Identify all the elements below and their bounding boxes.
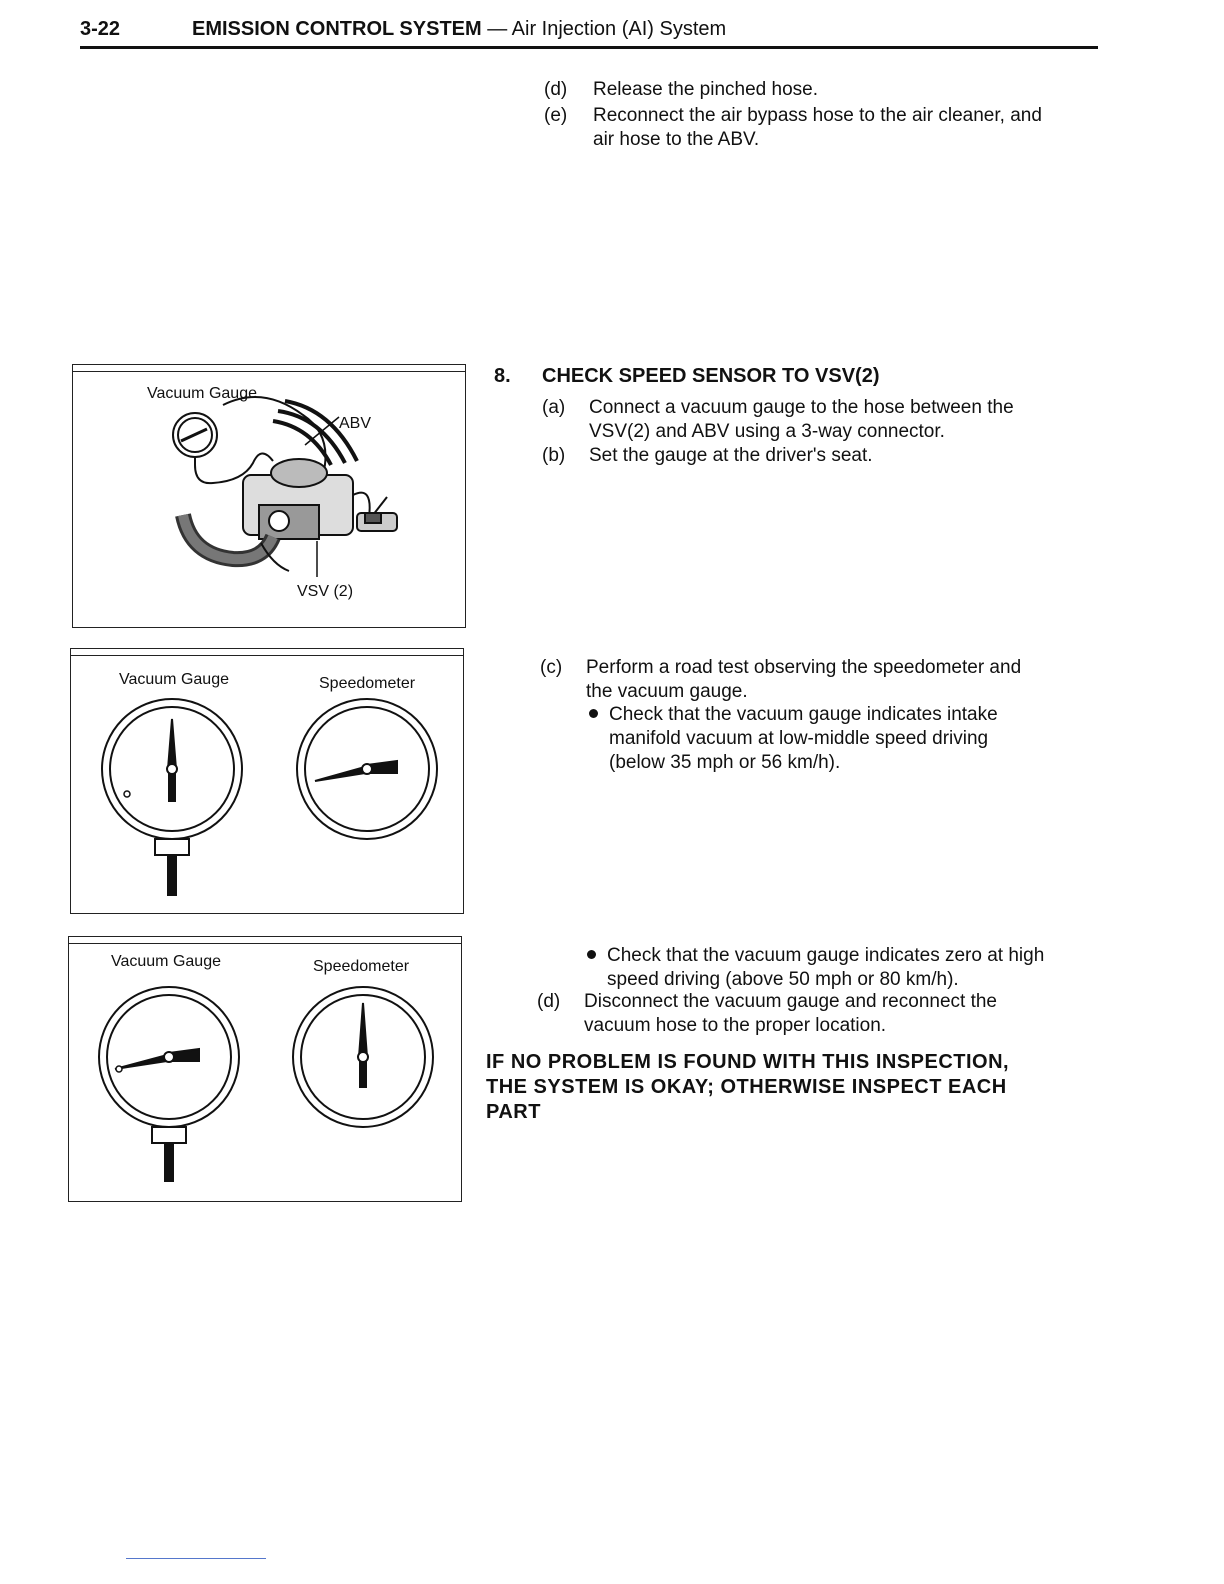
bullet-1-dot: [589, 709, 598, 718]
bullet-2-line1: Check that the vacuum gauge indicates zero at high: [607, 945, 1045, 966]
figure3-label-vacuum-gauge: Vacuum Gauge: [111, 953, 221, 970]
header-title-bold: EMISSION CONTROL SYSTEM: [192, 18, 482, 40]
conclusion-line3: PART: [486, 1101, 541, 1123]
bullet-1-line3: (below 35 mph or 56 km/h).: [609, 752, 841, 773]
figure1-label-abv: ABV: [339, 415, 372, 432]
step-c-label: (c): [540, 657, 563, 678]
figure2-label-speedometer: Speedometer: [319, 675, 416, 692]
bullet-1-line1: Check that the vacuum gauge indicates intake: [609, 704, 998, 725]
figure-gauges-low-speed: [70, 648, 464, 914]
figure3-label-speedometer: Speedometer: [313, 958, 410, 975]
bullet-2-dot: [587, 950, 596, 959]
header-rule: [80, 46, 1098, 49]
header-title-rest: — Air Injection (AI) System: [481, 18, 727, 40]
step-d-label: (d): [544, 79, 568, 100]
step8-a-label: (a): [542, 397, 566, 418]
figure1-label-vsv: VSV (2): [297, 583, 354, 600]
step8-a-line1: Connect a vacuum gauge to the hose between the: [589, 397, 1014, 418]
figure2-label-vacuum-gauge: Vacuum Gauge: [119, 671, 229, 688]
page-header: [192, 18, 726, 41]
step-d2-label: (d): [537, 991, 561, 1012]
step-d2-line2: vacuum hose to the proper location.: [584, 1015, 887, 1036]
step-d-text: Release the pinched hose.: [593, 79, 818, 100]
step-e-line2: air hose to the ABV.: [593, 129, 760, 150]
step8-a-line2: VSV(2) and ABV using a 3-way connector.: [589, 421, 945, 442]
engine-hose-illustration: [73, 365, 465, 627]
step-d2-line1: Disconnect the vacuum gauge and reconnect the: [584, 991, 997, 1012]
conclusion-line2: THE SYSTEM IS OKAY; OTHERWISE INSPECT EACH: [486, 1076, 1007, 1098]
footer-rule: [126, 1558, 266, 1559]
figure1-label-vacuum-gauge: Vacuum Gauge: [147, 385, 257, 402]
step-e-label: (e): [544, 105, 568, 126]
step8-b-text: Set the gauge at the driver's seat.: [589, 445, 873, 466]
step8-b-label: (b): [542, 445, 566, 466]
figure-vacuum-gauge-connection: [72, 364, 466, 628]
step-e-line1: Reconnect the air bypass hose to the air cleaner, and: [593, 105, 1042, 126]
page-number: 3-22: [80, 18, 121, 40]
step8-title: CHECK SPEED SENSOR TO VSV(2): [542, 365, 880, 387]
conclusion-line1: IF NO PROBLEM IS FOUND WITH THIS INSPECTION,: [486, 1051, 1010, 1073]
gauges-high-speed-illustration: [69, 937, 461, 1201]
figure-gauges-high-speed: [68, 936, 462, 1202]
step-c-line2: the vacuum gauge.: [586, 681, 748, 702]
bullet-2-line2: speed driving (above 50 mph or 80 km/h).: [607, 969, 959, 990]
step8-number: 8.: [494, 365, 511, 387]
bullet-1-line2: manifold vacuum at low-middle speed driving: [609, 728, 989, 749]
step-c-line1: Perform a road test observing the speedometer and: [586, 657, 1022, 678]
